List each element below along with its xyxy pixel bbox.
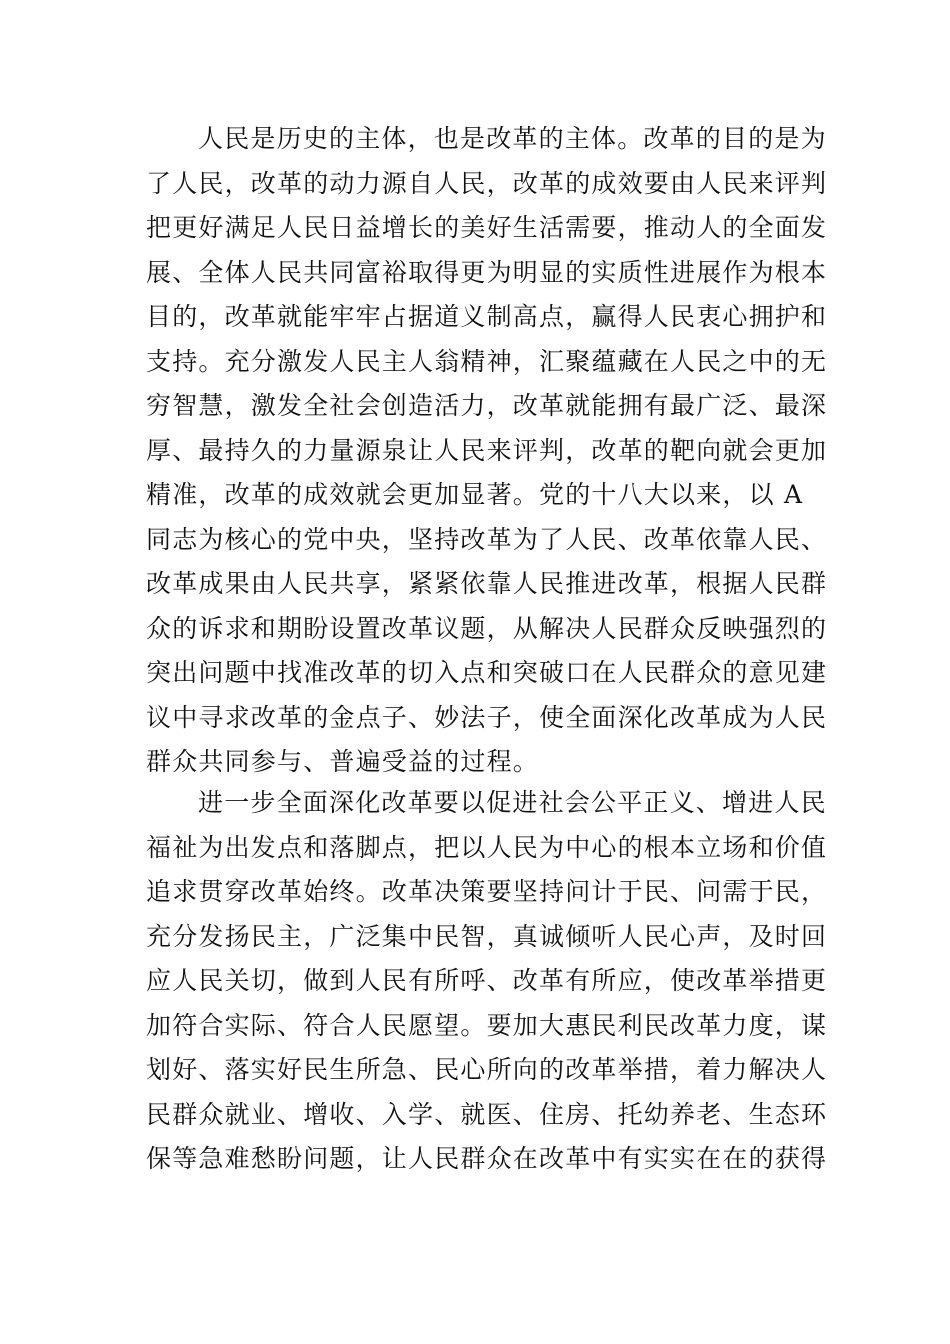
paragraph-2 [146, 781, 828, 1182]
text-line: 民群众就业、增收、入学、就医、住房、托幼养老、生态环 [146, 1099, 828, 1129]
text-line: 改革成果由人民共享，紧紧依靠人民推进改革，根据人民群 [146, 569, 828, 598]
text-line: 追求贯穿改革始终。改革决策要坚持问计于民、问需于民， [146, 877, 828, 906]
text-line: 支持。充分激发人民主人翁精神，汇聚蕴藏在人民之中的无 [146, 346, 828, 376]
text-line: 众的诉求和期盼设置改革议题，从解决人民群众反映强烈的 [146, 613, 828, 643]
text-line: 把更好满足人民日益增长的美好生活需要，推动人的全面发 [146, 213, 828, 242]
text-line: 进一步全面深化改革要以促进社会公平正义、增进人民 [198, 788, 827, 817]
text-line: 应人民关切，做到人民有所呼、改革有所应，使改革举措更 [146, 966, 828, 995]
text-line: 人民是历史的主体，也是改革的主体。改革的目的是为 [198, 124, 827, 153]
text-line: 充分发扬民主，广泛集中民智，真诚倾听人民心声，及时回 [146, 921, 828, 951]
text-line: 精准，改革的成效就会更加显著。党的十八大以来，以 A [146, 480, 804, 509]
text-line: 同志为核心的党中央，坚持改革为了人民、改革依靠人民、 [146, 524, 828, 554]
text-line: 福祉为出发点和落脚点，把以人民为中心的根本立场和价值 [146, 832, 828, 862]
text-line: 厚、最持久的力量源泉让人民来评判，改革的靶向就会更加 [146, 435, 828, 465]
text-line: 了人民，改革的动力源自人民，改革的成效要由人民来评判 [146, 168, 828, 198]
paragraph-1 [146, 117, 828, 785]
text-line: 加符合实际、符合人民愿望。要加大惠民利民改革力度，谋 [146, 1010, 828, 1040]
text-line: 目的，改革就能牢牢占据道义制高点，赢得人民衷心拥护和 [146, 302, 828, 331]
text-line: 群众共同参与、普遍受益的过程。 [146, 747, 540, 776]
text-line: 划好、落实好民生所急、民心所向的改革举措，着力解决人 [146, 1055, 828, 1084]
text-line: 突出问题中找准改革的切入点和突破口在人民群众的意见建 [146, 658, 828, 687]
text-line: 议中寻求改革的金点子、妙法子，使全面深化改革成为人民 [146, 702, 828, 732]
text-line: 展、全体人民共同富裕取得更为明显的实质性进展作为根本 [146, 257, 828, 287]
text-line: 穷智慧，激发全社会创造活力，改革就能拥有最广泛、最深 [146, 391, 828, 420]
text-line: 保等急难愁盼问题，让人民群众在改革中有实实在在的获得 [146, 1144, 828, 1173]
